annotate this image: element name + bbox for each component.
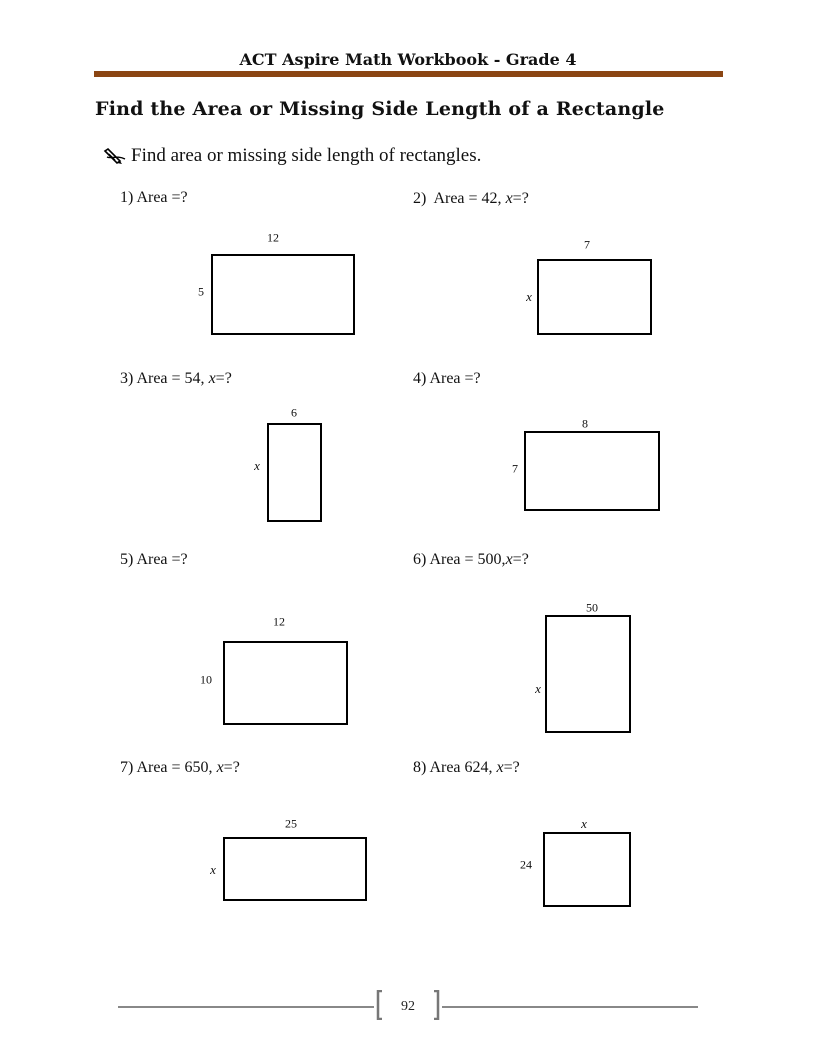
problem-2-side-label: x: [526, 289, 532, 304]
problem-5-side-label: 10: [200, 672, 212, 687]
problem-1-rectangle: [211, 254, 355, 335]
problem-3-rectangle: [267, 423, 322, 522]
problem-8-rectangle: [543, 832, 631, 907]
problem-8-side-label: 24: [520, 857, 532, 872]
page-header: ACT Aspire Math Workbook - Grade 4: [239, 50, 577, 69]
problem-2-label: 2) Area = 42, x=?: [413, 190, 529, 207]
problem-6-label: 6) Area = 500,x=?: [413, 551, 529, 568]
page-number: 92: [401, 999, 415, 1014]
problem-3-top-label: 6: [291, 405, 297, 420]
problem-1-label: 1) Area =?: [120, 189, 188, 206]
problem-1-top-label: 12: [267, 230, 279, 245]
footer-line-left: [118, 1006, 374, 1008]
footer-line-right: [442, 1006, 698, 1008]
problem-7-side-label: x: [210, 862, 216, 877]
problem-5-label: 5) Area =?: [120, 551, 188, 568]
problem-5-rectangle: [223, 641, 348, 725]
problem-2-rectangle: [537, 259, 652, 335]
problem-1-side-label: 5: [198, 284, 204, 299]
problem-2-top-label: 7: [584, 237, 590, 252]
problem-4-label: 4) Area =?: [413, 370, 481, 387]
header-rule: [94, 71, 723, 77]
problem-6-rectangle: [545, 615, 631, 733]
instruction-text: Find area or missing side length of rectangles.: [131, 145, 482, 166]
section-title: Find the Area or Missing Side Length of a Rectangle: [95, 98, 665, 120]
problem-6-top-label: 50: [586, 600, 598, 615]
problem-6-side-label: x: [535, 681, 541, 696]
problem-4-rectangle: [524, 431, 660, 511]
problem-4-top-label: 8: [582, 416, 588, 431]
problem-7-top-label: 25: [285, 816, 297, 831]
instruction: [103, 145, 481, 167]
problem-8-label: 8) Area 624, x=?: [413, 759, 520, 776]
problem-8-top-label: x: [581, 816, 587, 831]
problem-5-top-label: 12: [273, 614, 285, 629]
problem-7-rectangle: [223, 837, 367, 901]
problem-7-label: 7) Area = 650, x=?: [120, 759, 240, 776]
problem-4-side-label: 7: [512, 461, 518, 476]
pencil-icon: [103, 147, 129, 165]
problem-3-side-label: x: [254, 458, 260, 473]
problem-3-label: 3) Area = 54, x=?: [120, 370, 232, 387]
